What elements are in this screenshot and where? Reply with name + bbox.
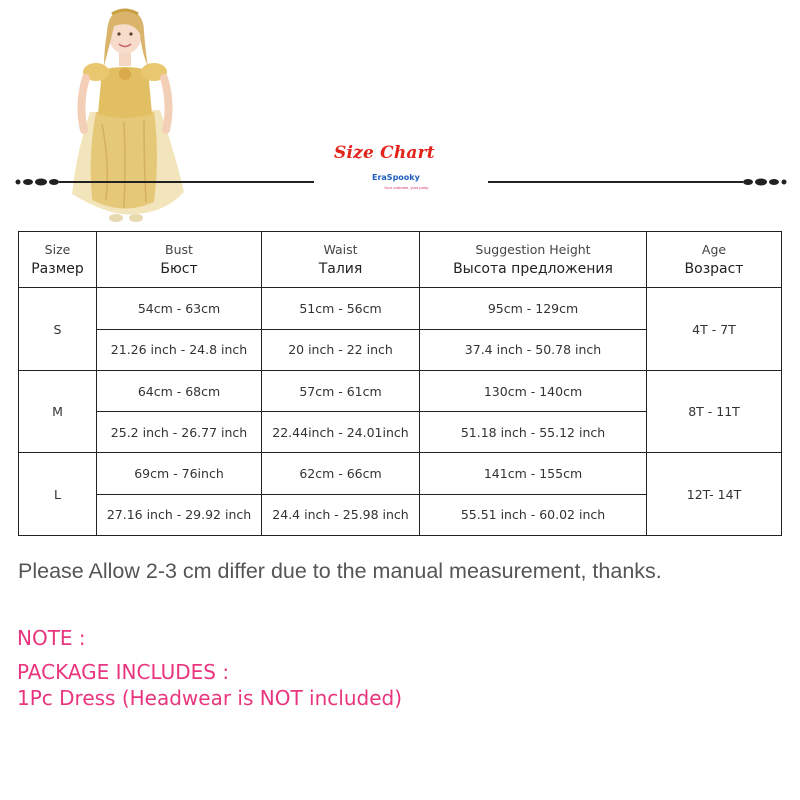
size-cell: M [19,370,97,453]
height-inch-cell: 37.4 inch - 50.78 inch [420,329,647,370]
header-bust [97,232,262,288]
header-bust-ru: Бюст [160,260,198,277]
product-photo [62,4,190,232]
age-cell: 4T - 7T [647,288,782,371]
header-waist [262,232,420,288]
bust-inch-cell: 25.2 inch - 26.77 inch [97,412,262,453]
bust-cm-cell: 54cm - 63cm [97,288,262,329]
height-inch-cell: 51.18 inch - 55.12 inch [420,412,647,453]
table-header-row [19,232,782,288]
waist-inch-cell: 22.44inch - 24.01inch [262,412,420,453]
bust-cm-cell: 64cm - 68cm [97,370,262,411]
size-cell: L [19,453,97,536]
package-contents: 1Pc Dress (Headwear is NOT included) [17,686,402,710]
header-size [19,232,97,288]
header-age-en: Age [701,241,727,257]
brand-tagline: Your costume, your party [384,185,429,190]
waist-cm-cell: 57cm - 61cm [262,370,420,411]
note-label: NOTE : [17,626,86,650]
bust-cm-cell: 69cm - 76inch [97,453,262,494]
age-cell: 12T- 14T [647,453,782,536]
waist-inch-cell: 24.4 inch - 25.98 inch [262,494,420,535]
height-cm-cell: 130cm - 140cm [420,370,647,411]
decorative-divider-left [14,176,314,188]
waist-cm-cell: 51cm - 56cm [262,288,420,329]
height-inch-cell: 55.51 inch - 60.02 inch [420,494,647,535]
size-table [18,231,782,536]
header-height [420,232,647,288]
bust-inch-cell: 21.26 inch - 24.8 inch [97,329,262,370]
size-cell: S [19,288,97,371]
header-height-en: Suggestion Height [475,241,591,257]
waist-inch-cell: 20 inch - 22 inch [262,329,420,370]
header-age [647,232,782,288]
header-size-en: Size [44,241,71,257]
bust-inch-cell: 27.16 inch - 29.92 inch [97,494,262,535]
header-age-ru: Возраст [684,260,744,277]
waist-cm-cell: 62cm - 66cm [262,453,420,494]
table-row [19,453,782,494]
table-row [19,288,782,329]
header-bust-en: Bust [165,241,193,257]
height-cm-cell: 95cm - 129cm [420,288,647,329]
header-waist-ru: Талия [318,260,363,277]
measurement-disclaimer: Please Allow 2-3 cm differ due to the manual measurement, thanks. [18,559,662,583]
header-size-ru: Размер [31,260,84,277]
age-cell: 8T - 11T [647,370,782,453]
brand-name: EraSpooky [372,173,420,182]
header-height-ru: Высота предложения [453,260,613,277]
height-cm-cell: 141cm - 155cm [420,453,647,494]
header-waist-en: Waist [323,241,358,257]
package-includes-label: PACKAGE INCLUDES : [17,660,230,684]
brand-logo [372,170,432,192]
decorative-divider-right [488,176,788,188]
size-chart-title: Size Chart [334,143,435,163]
table-row [19,370,782,411]
